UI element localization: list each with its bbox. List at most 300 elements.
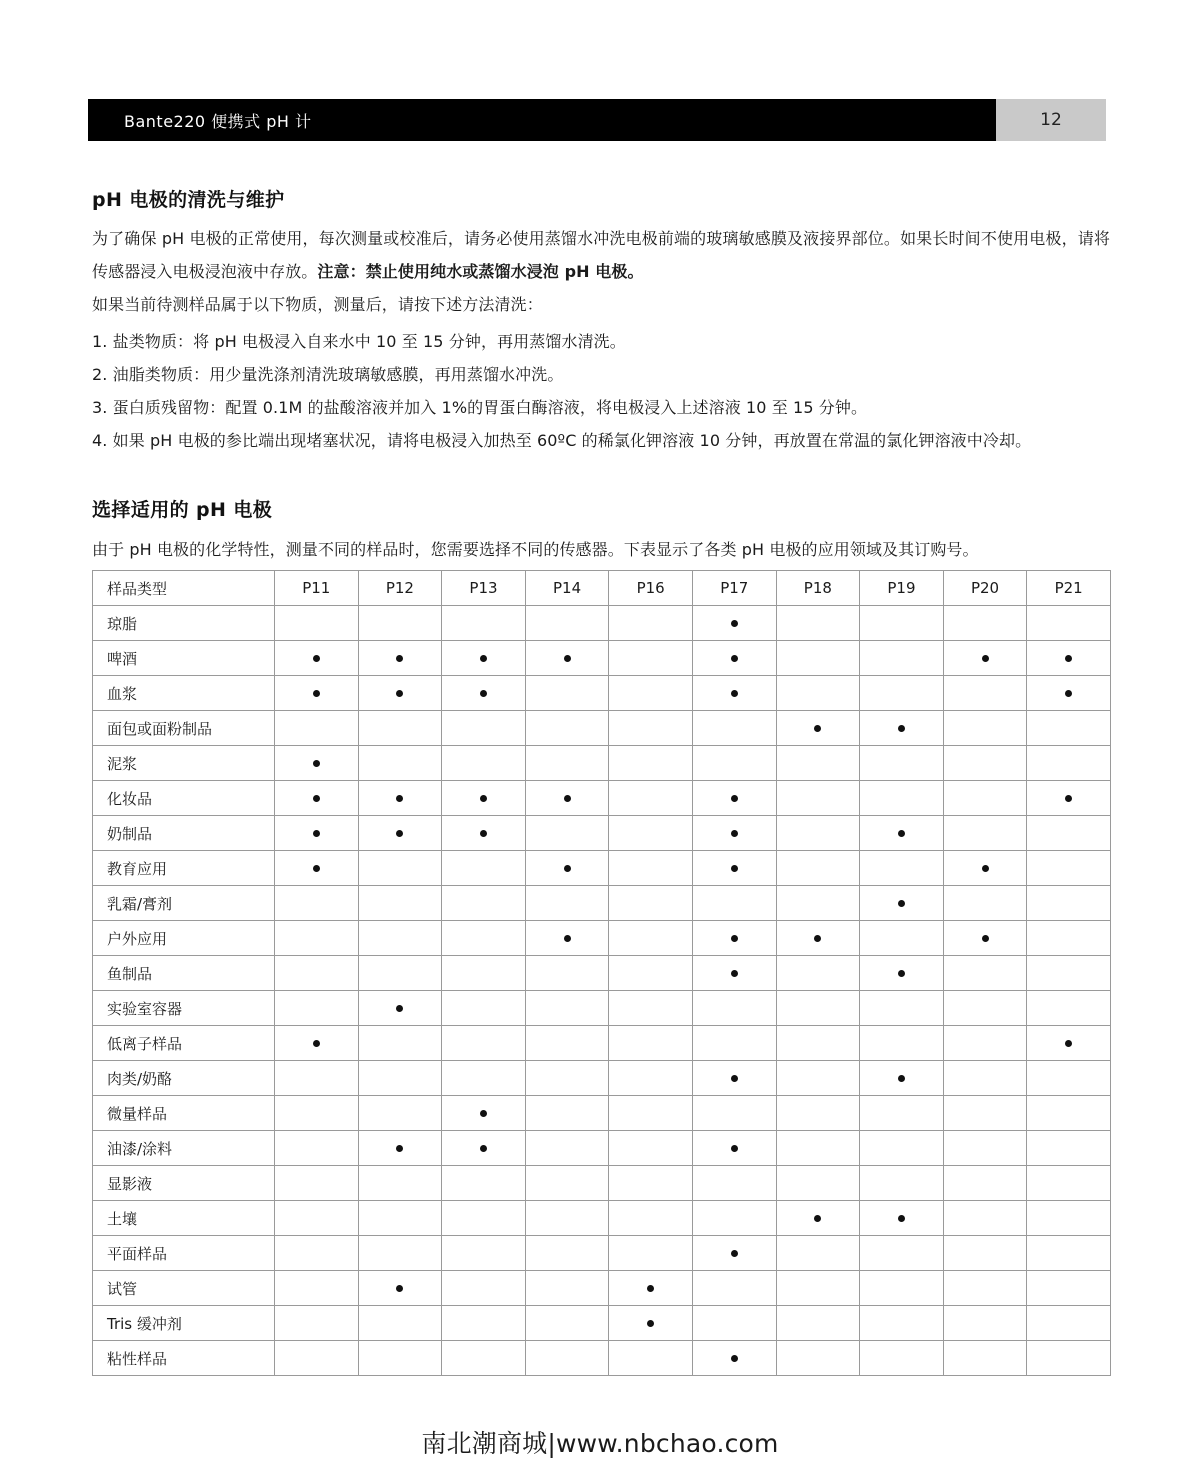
mark-cell-p19 bbox=[860, 1026, 944, 1061]
mark-cell-p11 bbox=[275, 886, 359, 921]
mark-cell-p11 bbox=[275, 606, 359, 641]
dot-marker-icon bbox=[396, 690, 403, 697]
dot-marker-icon bbox=[564, 865, 571, 872]
mark-cell-p14 bbox=[525, 781, 609, 816]
mark-cell-p20 bbox=[943, 1026, 1027, 1061]
mark-cell-p19 bbox=[860, 816, 944, 851]
mark-cell-p19 bbox=[860, 886, 944, 921]
sample-type-cell: 实验室容器 bbox=[93, 991, 275, 1026]
mark-cell-p19 bbox=[860, 1166, 944, 1201]
dot-marker-icon bbox=[1065, 655, 1072, 662]
mark-cell-p17 bbox=[692, 1306, 776, 1341]
mark-cell-p18 bbox=[776, 781, 860, 816]
mark-cell-p21 bbox=[1027, 606, 1111, 641]
mark-cell-p13 bbox=[442, 1306, 526, 1341]
mark-cell-p13 bbox=[442, 886, 526, 921]
dot-marker-icon bbox=[480, 795, 487, 802]
sample-type-cell: 泥浆 bbox=[93, 746, 275, 781]
mark-cell-p20 bbox=[943, 1236, 1027, 1271]
mark-cell-p21 bbox=[1027, 886, 1111, 921]
table-row bbox=[93, 1201, 1111, 1236]
table-row bbox=[93, 1131, 1111, 1166]
dot-marker-icon bbox=[898, 900, 905, 907]
mark-cell-p21 bbox=[1027, 1096, 1111, 1131]
mark-cell-p17 bbox=[692, 1096, 776, 1131]
sample-type-cell: 户外应用 bbox=[93, 921, 275, 956]
mark-cell-p19 bbox=[860, 1271, 944, 1306]
mark-cell-p16 bbox=[609, 1096, 693, 1131]
table-row bbox=[93, 676, 1111, 711]
mark-cell-p19 bbox=[860, 1096, 944, 1131]
mark-cell-p19 bbox=[860, 711, 944, 746]
mark-cell-p18 bbox=[776, 1096, 860, 1131]
mark-cell-p21 bbox=[1027, 1201, 1111, 1236]
table-head bbox=[93, 571, 1111, 606]
mark-cell-p21 bbox=[1027, 816, 1111, 851]
mark-cell-p17 bbox=[692, 991, 776, 1026]
mark-cell-p21 bbox=[1027, 641, 1111, 676]
mark-cell-p17 bbox=[692, 851, 776, 886]
table-row bbox=[93, 1236, 1111, 1271]
mark-cell-p16 bbox=[609, 991, 693, 1026]
dot-marker-icon bbox=[731, 1145, 738, 1152]
mark-cell-p14 bbox=[525, 1131, 609, 1166]
mark-cell-p12 bbox=[358, 1341, 442, 1376]
dot-marker-icon bbox=[313, 795, 320, 802]
mark-cell-p16 bbox=[609, 1341, 693, 1376]
cleaning-list-intro: 如果当前待测样品属于以下物质，测量后，请按下述方法清洗： bbox=[92, 295, 543, 314]
sample-type-cell: 微量样品 bbox=[93, 1096, 275, 1131]
mark-cell-p13 bbox=[442, 921, 526, 956]
mark-cell-p18 bbox=[776, 1061, 860, 1096]
page-number: 12 bbox=[1040, 110, 1062, 130]
sample-type-cell: 肉类/奶酪 bbox=[93, 1061, 275, 1096]
mark-cell-p13 bbox=[442, 606, 526, 641]
dot-marker-icon bbox=[731, 690, 738, 697]
table-row bbox=[93, 1096, 1111, 1131]
mark-cell-p17 bbox=[692, 1166, 776, 1201]
dot-marker-icon bbox=[731, 1250, 738, 1257]
dot-marker-icon bbox=[396, 795, 403, 802]
mark-cell-p11 bbox=[275, 1271, 359, 1306]
mark-cell-p11 bbox=[275, 746, 359, 781]
sample-type-cell: 教育应用 bbox=[93, 851, 275, 886]
dot-marker-icon bbox=[731, 620, 738, 627]
mark-cell-p21 bbox=[1027, 1026, 1111, 1061]
mark-cell-p19 bbox=[860, 956, 944, 991]
mark-cell-p12 bbox=[358, 956, 442, 991]
mark-cell-p11 bbox=[275, 1096, 359, 1131]
mark-cell-p18 bbox=[776, 746, 860, 781]
mark-cell-p19 bbox=[860, 1131, 944, 1166]
dot-marker-icon bbox=[814, 935, 821, 942]
mark-cell-p14 bbox=[525, 1271, 609, 1306]
sample-type-cell: 奶制品 bbox=[93, 816, 275, 851]
dot-marker-icon bbox=[313, 690, 320, 697]
mark-cell-p17 bbox=[692, 1341, 776, 1376]
mark-cell-p17 bbox=[692, 781, 776, 816]
sample-type-cell: 油漆/涂料 bbox=[93, 1131, 275, 1166]
mark-cell-p18 bbox=[776, 886, 860, 921]
column-header-p17: P17 bbox=[692, 571, 776, 606]
mark-cell-p13 bbox=[442, 781, 526, 816]
mark-cell-p14 bbox=[525, 641, 609, 676]
mark-cell-p20 bbox=[943, 676, 1027, 711]
mark-cell-p11 bbox=[275, 1341, 359, 1376]
sample-type-cell: Tris 缓冲剂 bbox=[93, 1306, 275, 1341]
mark-cell-p11 bbox=[275, 1026, 359, 1061]
mark-cell-p17 bbox=[692, 1236, 776, 1271]
mark-cell-p12 bbox=[358, 1271, 442, 1306]
document-title: Bante220 便携式 pH 计 bbox=[124, 111, 312, 131]
mark-cell-p16 bbox=[609, 1131, 693, 1166]
dot-marker-icon bbox=[313, 830, 320, 837]
table-row bbox=[93, 1306, 1111, 1341]
dot-marker-icon bbox=[898, 1215, 905, 1222]
mark-cell-p12 bbox=[358, 1096, 442, 1131]
mark-cell-p12 bbox=[358, 886, 442, 921]
sample-type-cell: 平面样品 bbox=[93, 1236, 275, 1271]
mark-cell-p19 bbox=[860, 641, 944, 676]
mark-cell-p20 bbox=[943, 641, 1027, 676]
mark-cell-p11 bbox=[275, 816, 359, 851]
sample-type-cell: 土壤 bbox=[93, 1201, 275, 1236]
mark-cell-p11 bbox=[275, 1201, 359, 1236]
mark-cell-p18 bbox=[776, 641, 860, 676]
table-row bbox=[93, 1271, 1111, 1306]
mark-cell-p18 bbox=[776, 991, 860, 1026]
list-item: 1. 盐类物质：将 pH 电极浸入自来水中 10 至 15 分钟，再用蒸馏水清洗。 bbox=[92, 332, 626, 351]
mark-cell-p19 bbox=[860, 746, 944, 781]
mark-cell-p21 bbox=[1027, 1061, 1111, 1096]
dot-marker-icon bbox=[731, 655, 738, 662]
mark-cell-p13 bbox=[442, 851, 526, 886]
column-header-sample-type: 样品类型 bbox=[93, 571, 275, 606]
mark-cell-p16 bbox=[609, 816, 693, 851]
mark-cell-p17 bbox=[692, 956, 776, 991]
mark-cell-p18 bbox=[776, 1271, 860, 1306]
mark-cell-p19 bbox=[860, 921, 944, 956]
mark-cell-p14 bbox=[525, 1236, 609, 1271]
mark-cell-p12 bbox=[358, 1026, 442, 1061]
table-row bbox=[93, 816, 1111, 851]
mark-cell-p19 bbox=[860, 851, 944, 886]
mark-cell-p20 bbox=[943, 1131, 1027, 1166]
dot-marker-icon bbox=[313, 1040, 320, 1047]
column-header-p20: P20 bbox=[943, 571, 1027, 606]
mark-cell-p13 bbox=[442, 1131, 526, 1166]
mark-cell-p20 bbox=[943, 991, 1027, 1026]
mark-cell-p16 bbox=[609, 1026, 693, 1061]
mark-cell-p11 bbox=[275, 921, 359, 956]
mark-cell-p17 bbox=[692, 1061, 776, 1096]
dot-marker-icon bbox=[1065, 795, 1072, 802]
mark-cell-p20 bbox=[943, 851, 1027, 886]
mark-cell-p16 bbox=[609, 711, 693, 746]
mark-cell-p18 bbox=[776, 676, 860, 711]
table-row bbox=[93, 886, 1111, 921]
mark-cell-p11 bbox=[275, 956, 359, 991]
mark-cell-p18 bbox=[776, 956, 860, 991]
column-header-p19: P19 bbox=[860, 571, 944, 606]
mark-cell-p13 bbox=[442, 1341, 526, 1376]
dot-marker-icon bbox=[731, 1355, 738, 1362]
mark-cell-p18 bbox=[776, 816, 860, 851]
sample-type-cell: 琼脂 bbox=[93, 606, 275, 641]
sample-type-cell: 鱼制品 bbox=[93, 956, 275, 991]
mark-cell-p16 bbox=[609, 1201, 693, 1236]
mark-cell-p19 bbox=[860, 781, 944, 816]
dot-marker-icon bbox=[396, 1145, 403, 1152]
mark-cell-p18 bbox=[776, 1201, 860, 1236]
mark-cell-p14 bbox=[525, 921, 609, 956]
mark-cell-p16 bbox=[609, 1166, 693, 1201]
mark-cell-p14 bbox=[525, 676, 609, 711]
mark-cell-p13 bbox=[442, 711, 526, 746]
mark-cell-p16 bbox=[609, 851, 693, 886]
dot-marker-icon bbox=[396, 655, 403, 662]
mark-cell-p19 bbox=[860, 1061, 944, 1096]
mark-cell-p14 bbox=[525, 1096, 609, 1131]
sample-type-cell: 血浆 bbox=[93, 676, 275, 711]
list-item: 2. 油脂类物质：用少量洗涤剂清洗玻璃敏感膜，再用蒸馏水冲洗。 bbox=[92, 365, 564, 384]
sample-type-cell: 啤酒 bbox=[93, 641, 275, 676]
mark-cell-p20 bbox=[943, 921, 1027, 956]
mark-cell-p13 bbox=[442, 746, 526, 781]
mark-cell-p13 bbox=[442, 991, 526, 1026]
electrode-application-table bbox=[92, 570, 1111, 1376]
dot-marker-icon bbox=[480, 1145, 487, 1152]
table-row bbox=[93, 1061, 1111, 1096]
mark-cell-p20 bbox=[943, 1341, 1027, 1376]
table-row bbox=[93, 991, 1111, 1026]
column-header-p12: P12 bbox=[358, 571, 442, 606]
mark-cell-p18 bbox=[776, 921, 860, 956]
mark-cell-p12 bbox=[358, 676, 442, 711]
dot-marker-icon bbox=[480, 830, 487, 837]
column-header-p11: P11 bbox=[275, 571, 359, 606]
mark-cell-p13 bbox=[442, 1026, 526, 1061]
mark-cell-p13 bbox=[442, 956, 526, 991]
table-header-row bbox=[93, 571, 1111, 606]
mark-cell-p12 bbox=[358, 711, 442, 746]
mark-cell-p21 bbox=[1027, 1271, 1111, 1306]
mark-cell-p17 bbox=[692, 711, 776, 746]
mark-cell-p11 bbox=[275, 781, 359, 816]
mark-cell-p18 bbox=[776, 1131, 860, 1166]
mark-cell-p19 bbox=[860, 1236, 944, 1271]
dot-marker-icon bbox=[731, 1075, 738, 1082]
mark-cell-p16 bbox=[609, 1236, 693, 1271]
mark-cell-p20 bbox=[943, 711, 1027, 746]
mark-cell-p14 bbox=[525, 956, 609, 991]
mark-cell-p14 bbox=[525, 816, 609, 851]
dot-marker-icon bbox=[313, 655, 320, 662]
mark-cell-p21 bbox=[1027, 676, 1111, 711]
dot-marker-icon bbox=[731, 830, 738, 837]
dot-marker-icon bbox=[814, 1215, 821, 1222]
table-row bbox=[93, 711, 1111, 746]
mark-cell-p12 bbox=[358, 606, 442, 641]
dot-marker-icon bbox=[982, 935, 989, 942]
section-title-selection: 选择适用的 pH 电极 bbox=[92, 499, 273, 521]
mark-cell-p20 bbox=[943, 1271, 1027, 1306]
mark-cell-p20 bbox=[943, 886, 1027, 921]
page-footer: 南北潮商城|www.nbchao.com bbox=[421, 1429, 779, 1458]
mark-cell-p19 bbox=[860, 1341, 944, 1376]
table-row bbox=[93, 781, 1111, 816]
mark-cell-p20 bbox=[943, 606, 1027, 641]
sample-type-cell: 试管 bbox=[93, 1271, 275, 1306]
column-header-p18: P18 bbox=[776, 571, 860, 606]
mark-cell-p21 bbox=[1027, 851, 1111, 886]
table-body bbox=[93, 606, 1111, 1376]
mark-cell-p12 bbox=[358, 1166, 442, 1201]
mark-cell-p18 bbox=[776, 1236, 860, 1271]
mark-cell-p13 bbox=[442, 1096, 526, 1131]
mark-cell-p12 bbox=[358, 1201, 442, 1236]
dot-marker-icon bbox=[898, 970, 905, 977]
table-row bbox=[93, 956, 1111, 991]
mark-cell-p14 bbox=[525, 606, 609, 641]
mark-cell-p11 bbox=[275, 1061, 359, 1096]
mark-cell-p11 bbox=[275, 711, 359, 746]
mark-cell-p12 bbox=[358, 816, 442, 851]
mark-cell-p21 bbox=[1027, 781, 1111, 816]
dot-marker-icon bbox=[731, 970, 738, 977]
selection-intro: 由于 pH 电极的化学特性，测量不同的样品时，您需要选择不同的传感器。下表显示了各类 pH 电极的应用领域及其订购号。 bbox=[92, 540, 979, 559]
dot-marker-icon bbox=[480, 1110, 487, 1117]
mark-cell-p17 bbox=[692, 1131, 776, 1166]
mark-cell-p17 bbox=[692, 1271, 776, 1306]
mark-cell-p16 bbox=[609, 606, 693, 641]
column-header-p13: P13 bbox=[442, 571, 526, 606]
header-title-band bbox=[88, 99, 996, 141]
mark-cell-p14 bbox=[525, 851, 609, 886]
mark-cell-p17 bbox=[692, 676, 776, 711]
mark-cell-p11 bbox=[275, 851, 359, 886]
mark-cell-p13 bbox=[442, 676, 526, 711]
table-row bbox=[93, 606, 1111, 641]
mark-cell-p16 bbox=[609, 781, 693, 816]
mark-cell-p18 bbox=[776, 1026, 860, 1061]
mark-cell-p14 bbox=[525, 1201, 609, 1236]
mark-cell-p14 bbox=[525, 1061, 609, 1096]
mark-cell-p20 bbox=[943, 781, 1027, 816]
mark-cell-p14 bbox=[525, 1341, 609, 1376]
mark-cell-p12 bbox=[358, 1236, 442, 1271]
page-header bbox=[88, 99, 1106, 141]
dot-marker-icon bbox=[396, 830, 403, 837]
section-title-cleaning: pH 电极的清洗与维护 bbox=[92, 189, 285, 211]
dot-marker-icon bbox=[814, 725, 821, 732]
dot-marker-icon bbox=[313, 865, 320, 872]
mark-cell-p16 bbox=[609, 1306, 693, 1341]
mark-cell-p16 bbox=[609, 746, 693, 781]
mark-cell-p21 bbox=[1027, 1236, 1111, 1271]
cleaning-paragraph-warning: 注意：禁止使用纯水或蒸馏水浸泡 pH 电极。 bbox=[317, 262, 644, 281]
mark-cell-p19 bbox=[860, 991, 944, 1026]
table-row bbox=[93, 921, 1111, 956]
mark-cell-p12 bbox=[358, 1131, 442, 1166]
mark-cell-p11 bbox=[275, 641, 359, 676]
dot-marker-icon bbox=[898, 725, 905, 732]
mark-cell-p11 bbox=[275, 1236, 359, 1271]
sample-type-cell: 低离子样品 bbox=[93, 1026, 275, 1061]
mark-cell-p21 bbox=[1027, 1341, 1111, 1376]
dot-marker-icon bbox=[313, 760, 320, 767]
dot-marker-icon bbox=[1065, 690, 1072, 697]
dot-marker-icon bbox=[396, 1285, 403, 1292]
cleaning-methods-list bbox=[92, 325, 1110, 457]
dot-marker-icon bbox=[982, 865, 989, 872]
mark-cell-p11 bbox=[275, 676, 359, 711]
mark-cell-p21 bbox=[1027, 1306, 1111, 1341]
list-item: 4. 如果 pH 电极的参比端出现堵塞状况，请将电极浸入加热至 60ºC 的稀氯化钾溶液 10 分钟，再放置在常温的氯化钾溶液中冷却。 bbox=[92, 431, 1032, 450]
mark-cell-p11 bbox=[275, 1131, 359, 1166]
mark-cell-p12 bbox=[358, 1061, 442, 1096]
mark-cell-p14 bbox=[525, 711, 609, 746]
mark-cell-p13 bbox=[442, 641, 526, 676]
mark-cell-p12 bbox=[358, 991, 442, 1026]
mark-cell-p17 bbox=[692, 886, 776, 921]
mark-cell-p16 bbox=[609, 921, 693, 956]
table-row bbox=[93, 851, 1111, 886]
mark-cell-p20 bbox=[943, 1201, 1027, 1236]
dot-marker-icon bbox=[982, 655, 989, 662]
table-row bbox=[93, 1166, 1111, 1201]
mark-cell-p12 bbox=[358, 746, 442, 781]
dot-marker-icon bbox=[647, 1285, 654, 1292]
dot-marker-icon bbox=[564, 795, 571, 802]
mark-cell-p21 bbox=[1027, 956, 1111, 991]
column-header-p14: P14 bbox=[525, 571, 609, 606]
dot-marker-icon bbox=[480, 690, 487, 697]
dot-marker-icon bbox=[1065, 1040, 1072, 1047]
list-item: 3. 蛋白质残留物：配置 0.1M 的盐酸溶液并加入 1%的胃蛋白酶溶液，将电极浸入上述溶液 10 至 15 分钟。 bbox=[92, 398, 868, 417]
sample-type-cell: 粘性样品 bbox=[93, 1341, 275, 1376]
mark-cell-p19 bbox=[860, 676, 944, 711]
mark-cell-p17 bbox=[692, 816, 776, 851]
page-content bbox=[92, 185, 1110, 1376]
dot-marker-icon bbox=[564, 935, 571, 942]
mark-cell-p17 bbox=[692, 606, 776, 641]
mark-cell-p12 bbox=[358, 921, 442, 956]
mark-cell-p20 bbox=[943, 746, 1027, 781]
mark-cell-p11 bbox=[275, 991, 359, 1026]
mark-cell-p21 bbox=[1027, 711, 1111, 746]
mark-cell-p20 bbox=[943, 1061, 1027, 1096]
dot-marker-icon bbox=[480, 655, 487, 662]
mark-cell-p18 bbox=[776, 1341, 860, 1376]
mark-cell-p20 bbox=[943, 1096, 1027, 1131]
mark-cell-p19 bbox=[860, 1201, 944, 1236]
mark-cell-p17 bbox=[692, 921, 776, 956]
sample-type-cell: 乳霜/膏剂 bbox=[93, 886, 275, 921]
mark-cell-p18 bbox=[776, 1306, 860, 1341]
sample-type-cell: 面包或面粉制品 bbox=[93, 711, 275, 746]
dot-marker-icon bbox=[731, 795, 738, 802]
mark-cell-p14 bbox=[525, 1306, 609, 1341]
mark-cell-p21 bbox=[1027, 1131, 1111, 1166]
sample-type-cell: 化妆品 bbox=[93, 781, 275, 816]
sample-type-cell: 显影液 bbox=[93, 1166, 275, 1201]
page-number-box bbox=[996, 99, 1106, 141]
mark-cell-p12 bbox=[358, 781, 442, 816]
mark-cell-p16 bbox=[609, 1061, 693, 1096]
mark-cell-p11 bbox=[275, 1166, 359, 1201]
cleaning-paragraph-normal: 为了确保 pH 电极的正常使用，每次测量或校准后，请务必使用蒸馏水冲洗电极前端的玻璃敏感膜及液接界部位。如果长时间不使用电极，请将传感器浸入电极浸泡液中存放。 bbox=[92, 229, 1110, 281]
